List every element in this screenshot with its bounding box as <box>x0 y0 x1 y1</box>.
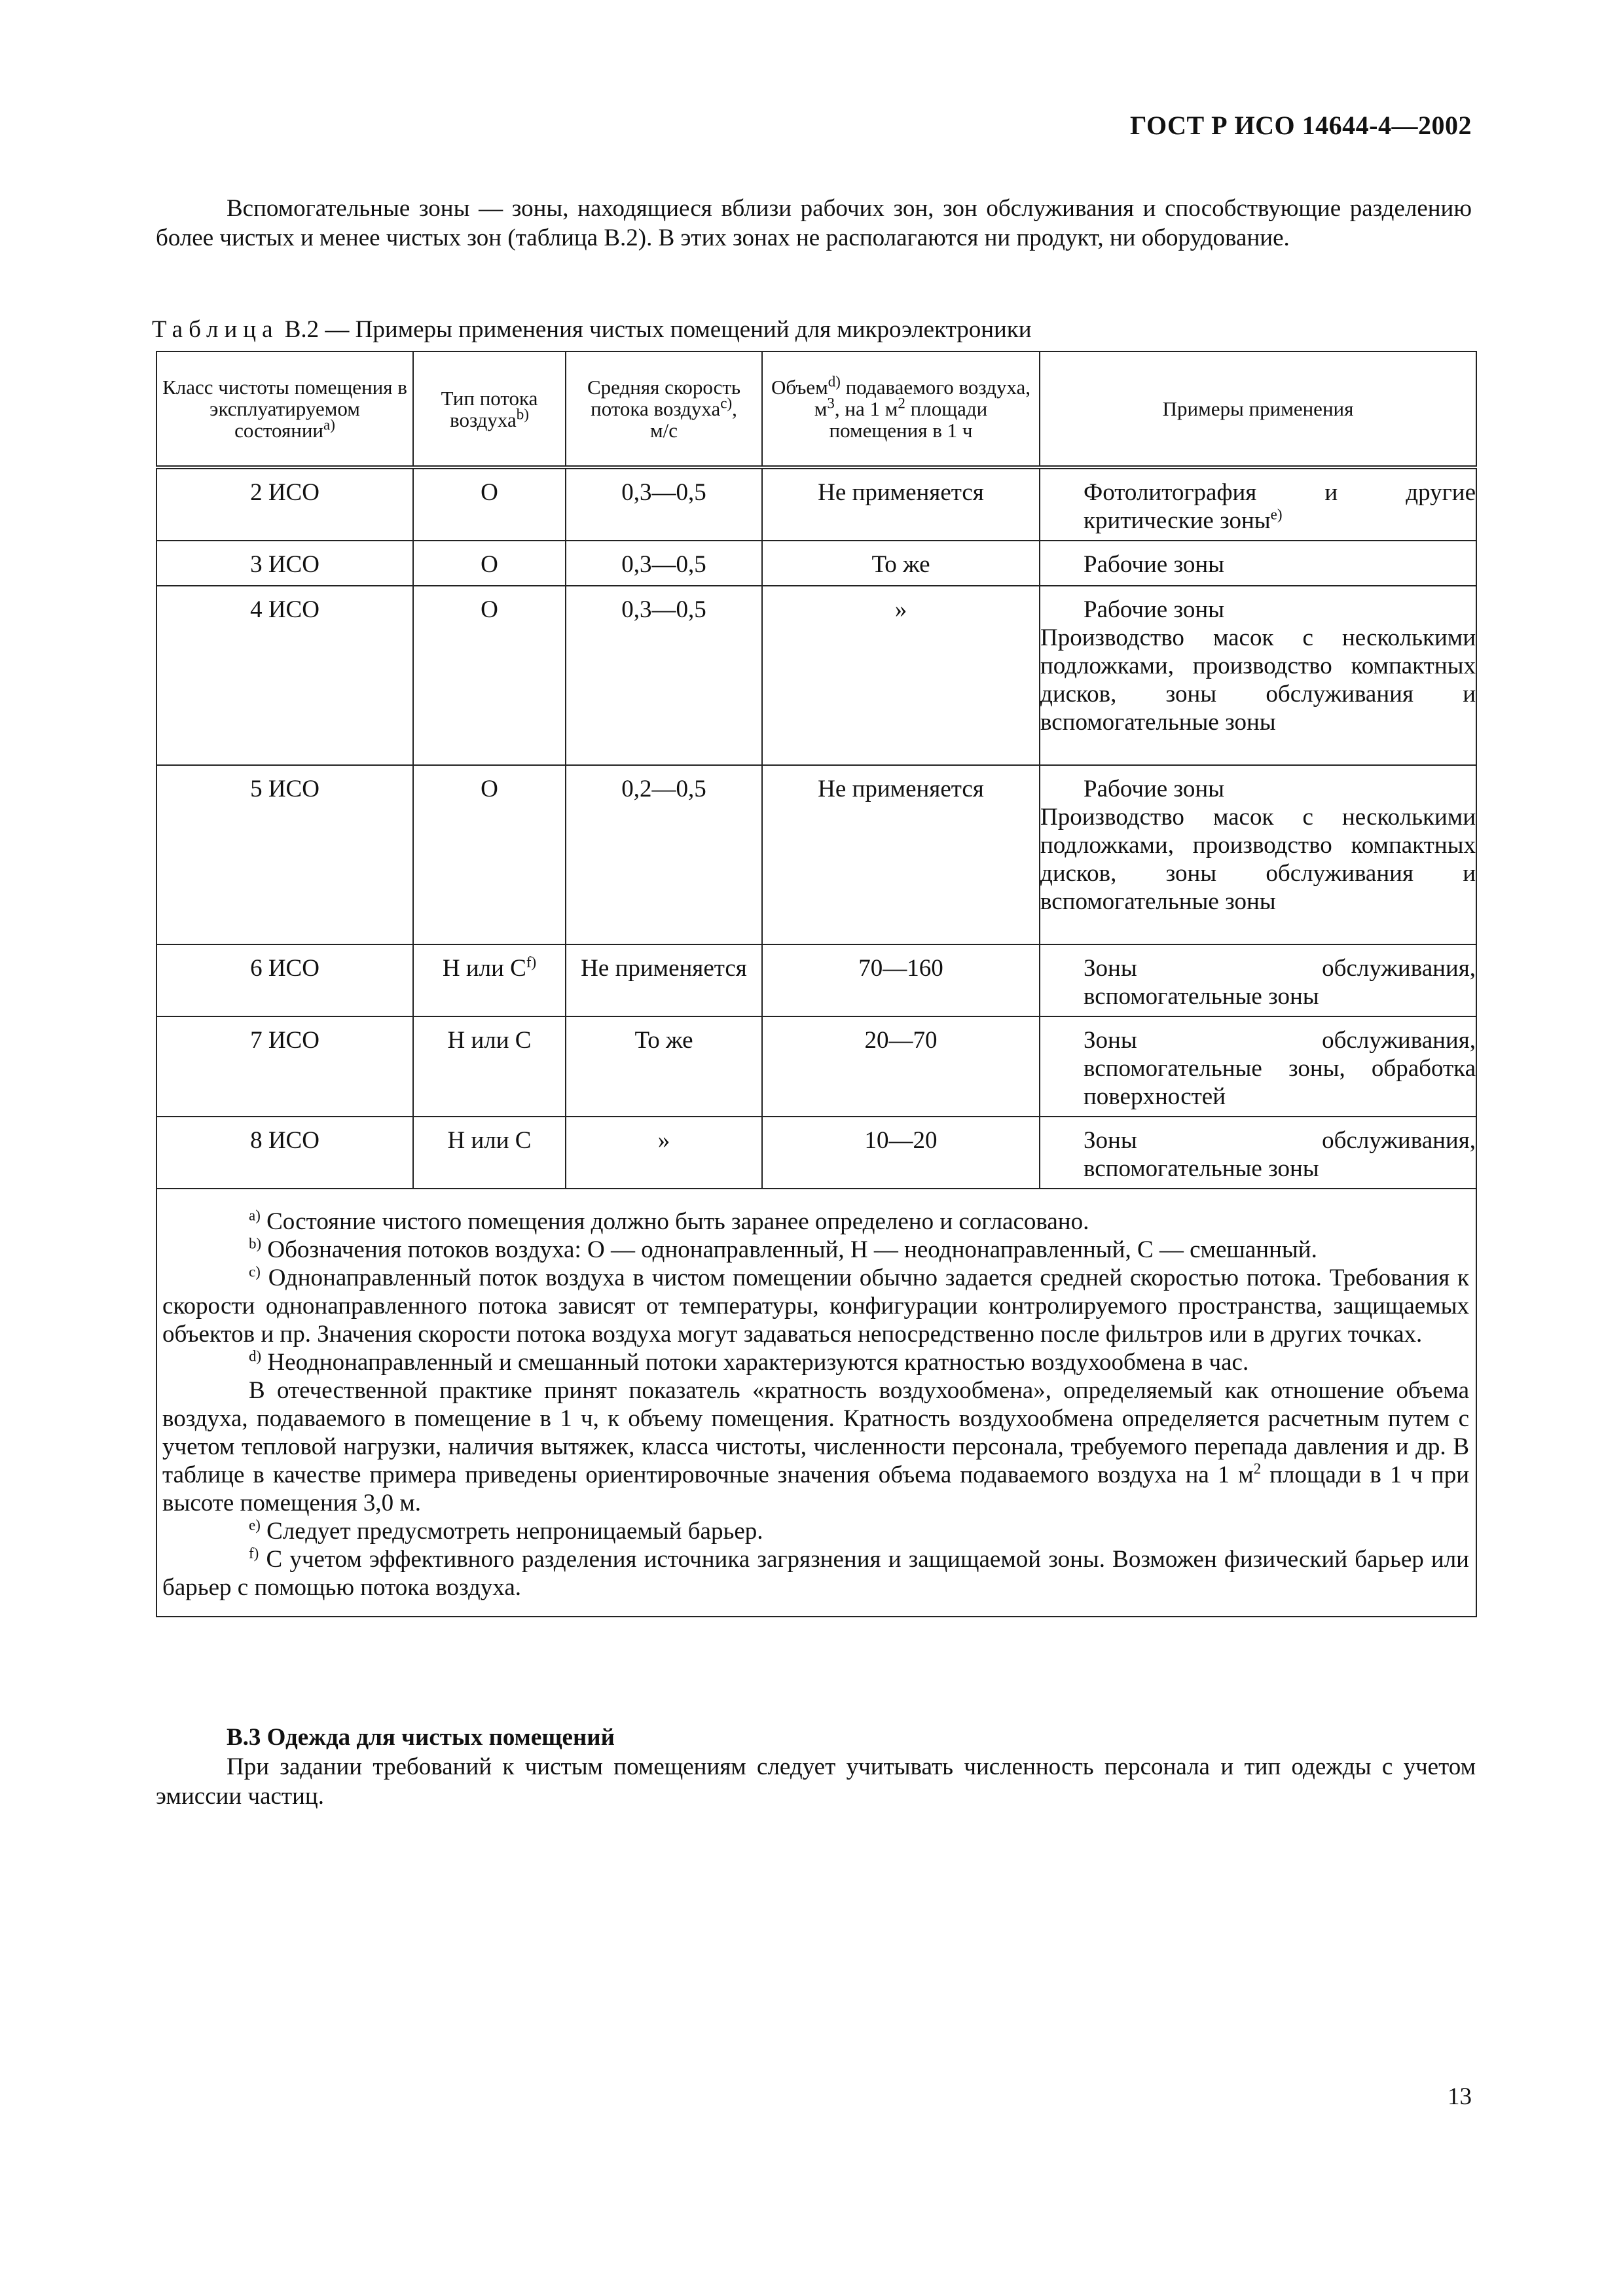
cell-flow: О <box>413 586 566 765</box>
cell-volume: 20—70 <box>762 1016 1040 1117</box>
cell-class: 4 ИСО <box>156 586 413 765</box>
cell-examples: Зоны обслуживания, вспомогательные зоны, обработка поверхностей <box>1040 1016 1476 1117</box>
cell-speed: 0,3—0,5 <box>566 541 762 586</box>
table-row <box>156 1117 1476 1189</box>
cell-volume: » <box>762 586 1040 765</box>
cell-class: 2 ИСО <box>156 467 413 541</box>
cell-speed: 0,3—0,5 <box>566 467 762 541</box>
cell-examples: Рабочие зоны Производство масок с несколькими подложками, производство компактных дисков, зоны обслуживания и вспомогательные зоны <box>1040 765 1476 944</box>
header-class: Класс чистоты помещения в эксплуатируемом состоянии$^{a)}$ <box>156 351 413 467</box>
table-note: $^{f)}$ С учетом эффективного разделения источника загрязнения и защищаемой зоны. Возможен физический барьер или барьер с помощью потока воздуха. <box>162 1545 1469 1601</box>
table-note: $^{e)}$ Следует предусмотреть непроницаемый барьер. <box>249 1516 763 1545</box>
cell-examples: Фотолитография и другие критические зоны$^{e)}$ <box>1040 467 1476 541</box>
cell-class: 8 ИСО <box>156 1117 413 1189</box>
cell-speed: Не применяется <box>566 944 762 1016</box>
section-text: При задании требований к чистым помещениям следует учитывать численность персонала и тип одежды с учетом эмиссии частиц. <box>156 1753 1476 1810</box>
cell-examples: Рабочие зоны Производство масок с несколькими подложками, производство компактных дисков, зоны обслуживания и вспомогательные зоны <box>1040 586 1476 765</box>
cell-class: 7 ИСО <box>156 1016 413 1117</box>
cell-flow: Н или С <box>413 1117 566 1189</box>
cell-volume: То же <box>762 541 1040 586</box>
cell-volume: Не применяется <box>762 467 1040 541</box>
header-flow: Тип потока воздуха$^{b)}$ <box>413 351 566 467</box>
table-row <box>156 944 1476 1016</box>
cell-examples: Зоны обслуживания, вспомогательные зоны <box>1040 944 1476 1016</box>
table-note: В отечественной практике принят показатель «кратность воздухообмена», определяемый как отношение объема воздуха, подаваемого в помещение в 1 ч, к объему помещения. Кратность воздухообмена определяется расчетным путем с учетом тепловой нагрузки, наличия вытяжек, класса чистоты, численности персонала, требуемого перепада давления и др. В таблице в качестве примера приведены ориентировочные значения объема подаваемого воздуха на 1 $м^2$ площади в 1 ч при высоте помещения 3,0 м. <box>162 1377 1470 1516</box>
cell-class: 3 ИСО <box>156 541 413 586</box>
cell-speed: » <box>566 1117 762 1189</box>
cell-class: 6 ИСО <box>156 944 413 1016</box>
header-speed: Средняя скорость потока воздуха$^{c)}$, м/с <box>566 351 762 467</box>
table-header-row <box>156 351 1476 467</box>
table-notes <box>156 1189 1476 1617</box>
table-note: $^{b)}$ Обозначения потоков воздуха: О — однонаправленный, Н — неоднонаправленный, С — смешанный. <box>249 1235 1317 1263</box>
cell-examples: Зоны обслуживания, вспомогательные зоны <box>1040 1117 1476 1189</box>
section-b3 <box>156 1723 1476 1811</box>
cell-examples: Рабочие зоны <box>1040 541 1476 586</box>
table-caption-label: Таблица <box>152 316 279 343</box>
table-row <box>156 467 1476 541</box>
table-row <box>156 765 1476 944</box>
notes-row <box>156 1189 1476 1617</box>
cell-volume: Не применяется <box>762 765 1040 944</box>
section-title: В.3 Одежда для чистых помещений <box>227 1724 615 1751</box>
table-row <box>156 586 1476 765</box>
cell-speed: 0,2—0,5 <box>566 765 762 944</box>
cell-speed: 0,3—0,5 <box>566 586 762 765</box>
cell-flow: Н или С <box>413 1016 566 1117</box>
table-note: $^{d)}$ Неоднонаправленный и смешанный потоки характеризуются кратностью воздухообмена в час. <box>249 1348 1249 1376</box>
document-header: ГОСТ Р ИСО 14644-4—2002 <box>1130 111 1472 140</box>
page-number: 13 <box>1448 2083 1472 2110</box>
table-note: $^{a)}$ Состояние чистого помещения должно быть заранее определено и согласовано. <box>249 1207 1089 1235</box>
table-note: $^{c)}$ Однонаправленный поток воздуха в чистом помещении обычно задается средней скоростью потока. Требования к скорости однонаправленного потока зависят от температуры, конфигурации контролируемого пространства, защищаемых объектов и пр. Значения скорости потока воздуха могут задаваться непосредственно после фильтров или в других точках. <box>162 1263 1469 1348</box>
cell-volume: 70—160 <box>762 944 1040 1016</box>
cell-flow: О <box>413 541 566 586</box>
cell-flow: О <box>413 765 566 944</box>
table-caption-text: В.2 — Примеры применения чистых помещений для микроэлектроники <box>284 316 1032 343</box>
cell-volume: 10—20 <box>762 1117 1040 1189</box>
cell-flow: Н или $С^{f)}$ <box>413 944 566 1016</box>
intro-paragraph: Вспомогательные зоны — зоны, находящиеся вблизи рабочих зон, зон обслуживания и способствующие разделению более чистых и менее чистых зон (таблица В.2). В этих зонах не располагаются ни продукт, ни оборудование. <box>156 195 1472 251</box>
cell-class: 5 ИСО <box>156 765 413 944</box>
cell-flow: О <box>413 467 566 541</box>
header-examples: Примеры применения <box>1040 351 1476 467</box>
cleanroom-table <box>156 351 1477 1617</box>
header-volume: Объем$^{d)}$ подаваемого воздуха, $м^3$, на 1 $м^2$ площади помещения в 1 ч <box>762 351 1040 467</box>
cell-speed: То же <box>566 1016 762 1117</box>
table-row <box>156 541 1476 586</box>
table-row <box>156 1016 1476 1117</box>
table-caption <box>152 315 1032 344</box>
